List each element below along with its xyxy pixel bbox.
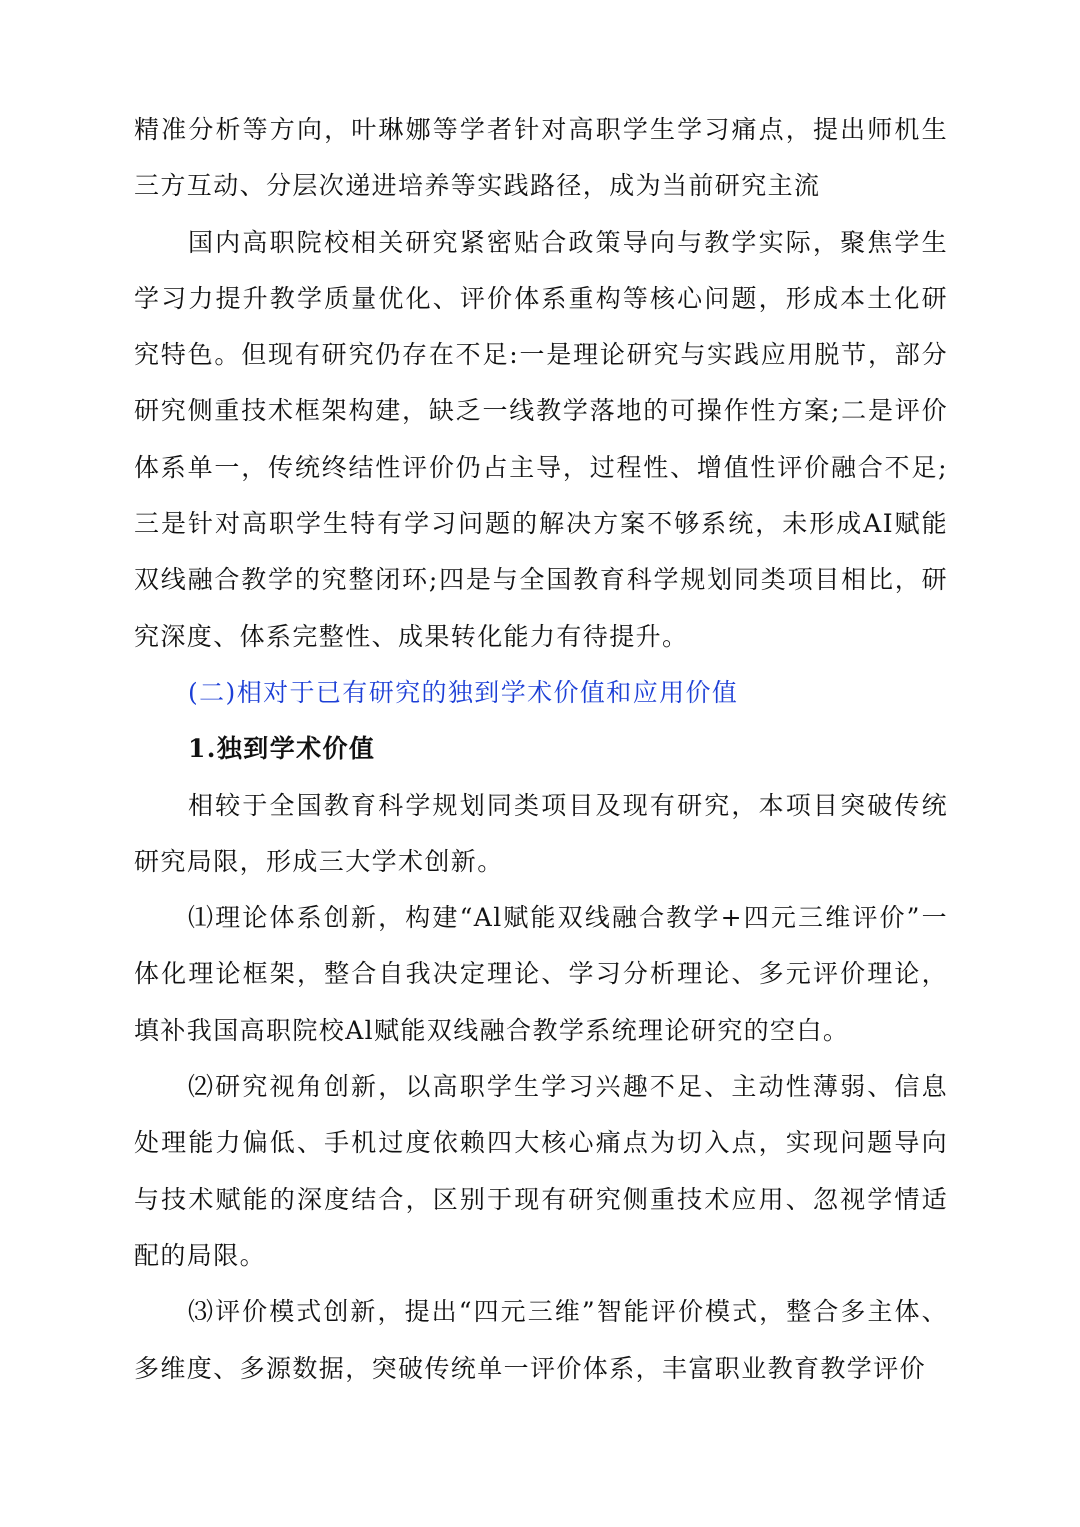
subsection-heading: 1.独到学术价值	[188, 734, 376, 764]
paragraph-continuation: 精准分析等方向，叶琳娜等学者针对高职学生学习痛点，提出师机生三方互动、分层次递进培养等实践路径，成为当前研究主流	[134, 115, 948, 201]
paragraph-intro: 相较于全国教育科学规划同类项目及现有研究，本项目突破传统研究局限，形成三大学术创新。	[134, 790, 948, 876]
paragraph-innovation-1: ⑴理论体系创新，构建“Al赋能双线融合教学+四元三维评价”一体化理论框架，整合自我决定理论、学习分析理论、多元评价理论，填补我国高职院校Al赋能双线融合教学系统理论研究的空白。	[134, 903, 948, 1045]
paragraph-innovation-2: ⑵研究视角创新，以高职学生学习兴趣不足、主动性薄弱、信息处理能力偏低、手机过度依赖四大核心痛点为切入点，实现问题导向与技术赋能的深度结合，区别于现有研究侧重技术应用、忽视学情适配的局限。	[134, 1072, 948, 1270]
section-heading: (二)相对于已有研究的独到学术价值和应用价值	[188, 677, 739, 707]
paragraph-innovation-3: ⑶评价模式创新，提出“四元三维”智能评价模式，整合多主体、多维度、多源数据，突破传统单一评价体系，丰富职业教育教学评价	[134, 1297, 948, 1383]
paragraph-domestic-research: 国内高职院校相关研究紧密贴合政策导向与教学实际，聚焦学生学习力提升教学质量优化、评价体系重构等核心问题，形成本土化研究特色。但现有研究仍存在不足:一是理论研究与实践应用脱节，部分研究侧重技术框架构建，缺乏一线教学落地的可操作性方案;二是评价体系单一，传统终结性评价仍占主导，过程性、增值性评价融合不足;三是针对高职学生特有学习问题的解决方案不够系统，未形成AI赋能双线融合教学的究整闭环;四是与全国教育科学规划同类项目相比，研究深度、体系完整性、成果转化能力有待提升。	[134, 227, 948, 651]
document-body	[134, 102, 948, 1397]
